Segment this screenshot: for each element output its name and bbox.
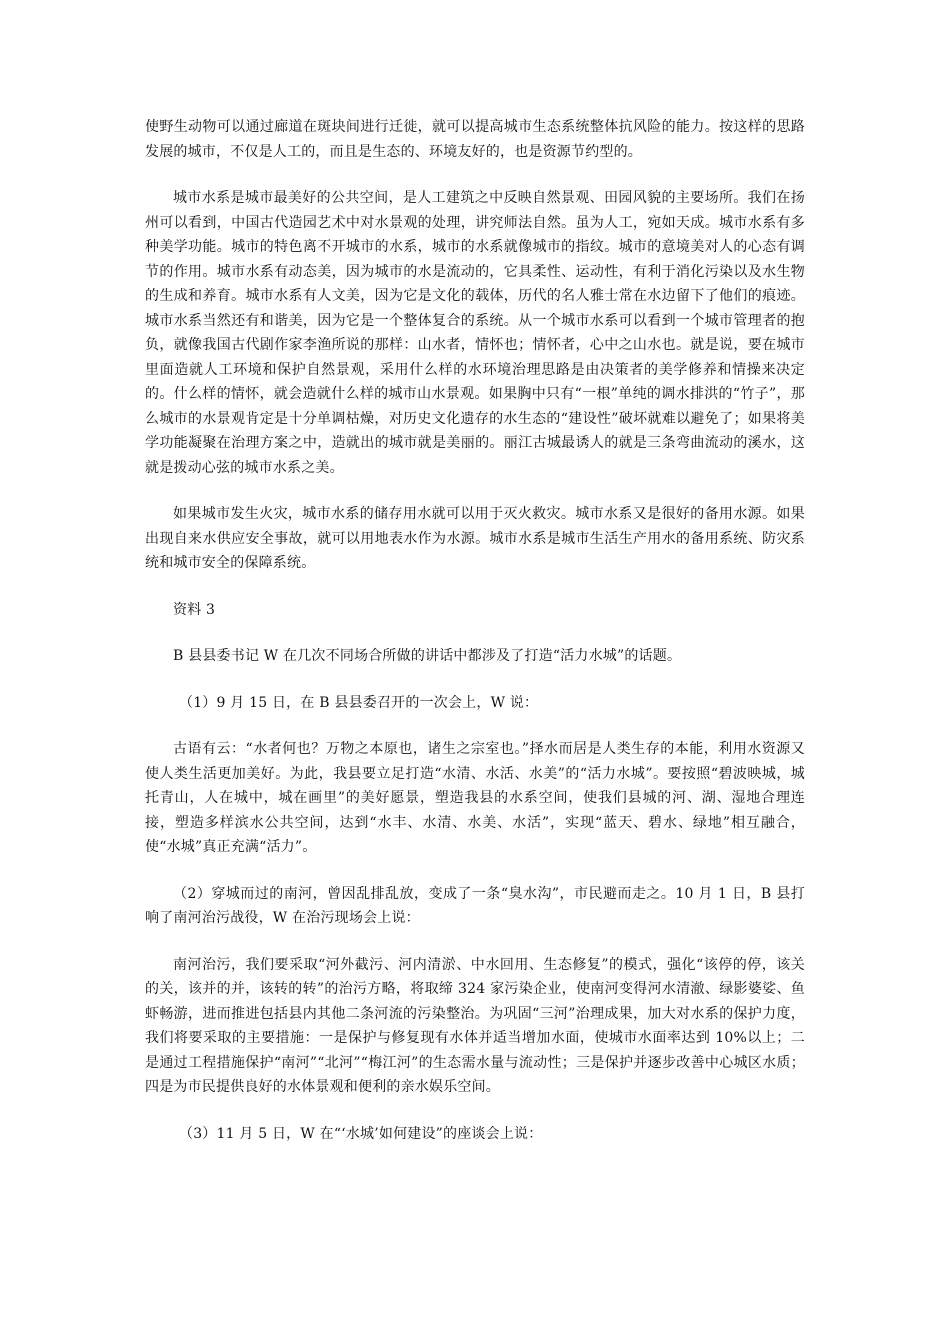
item-2-body: 南河治污，我们要采取“河外截污、河内清淤、中水回用、生态修复”的模式，强化“该停的停，该关的关，该并的并，该转的转”的治污方略，将取缔 324 家污染企业，使南河变得河水清澈、绿影婆娑、鱼虾畅游，进而推进包括县内其他二条河流的污染整治。为巩固“三河”治理成果，加大对水系的保护力度，我们将要采取的主要措施：一是保护与修复现有水体并适当增加水面，使城市水面率达到 10%以上；二是通过工程措施保护“南河”“北河”“梅江河”的生态需水量与流动性；三是保护并逐步改善中心城区水质；四是为市民提供良好的水体景观和便利的亲水娱乐空间。 — [145, 956, 805, 1095]
item-3-heading: （3）11 月 5 日，W 在“‘水城’如何建设”的座谈会上说： — [179, 1125, 543, 1142]
paragraph-ecology: 使野生动物可以通过廊道在斑块间进行迁徙，就可以提高城市生态系统整体抗风险的能力。按这样的思路发展的城市，不仅是人工的，而且是生态的、环境友好的，也是资源节约型的。 — [145, 119, 805, 160]
intro-text: B 县县委书记 W 在几次不同场合所做的讲话中都涉及了打造“活力水城”的话题。 — [173, 648, 682, 664]
item-2-heading: （2）穿城而过的南河，曾因乱排乱放，变成了一条“臭水沟”，市民避而走之。10 月 1 日，B 县打响了南河治污战役，W 在治污现场会上说： — [145, 885, 805, 926]
paragraph-water-safety: 如果城市发生火灾，城市水系的储存用水就可以用于灭火救灾。城市水系又是很好的备用水源。如果出现自来水供应安全事故，就可以用地表水作为水源。城市水系是城市生活生产用水的备用系统、防灾系统和城市安全的保障系统。 — [145, 506, 805, 571]
document-page — [145, 115, 805, 1146]
item-1-body: 古语有云：“水者何也？万物之本原也，诸生之宗室也。”择水而居是人类生存的本能，利用水资源又使人类生活更加美好。为此，我县要立足打造“水清、水活、水美”的“活力水城”。要按照“碧波映城，城托青山，人在城中，城在画里”的美好愿景，塑造我县的水系空间，使我们县城的河、湖、湿地合理连接，塑造多样滨水公共空间，达到“水丰、水清、水美、水活”，实现“蓝天、碧水、绿地”相互融合，使“水城”真正充满“活力”。 — [145, 741, 805, 855]
paragraph-water-system-beauty: 城市水系是城市最美好的公共空间，是人工建筑之中反映自然景观、田园风貌的主要场所。我们在扬州可以看到，中国古代造园艺术中对水景观的处理，讲究师法自然。虽为人工，宛如天成。城市水系有多种美学功能。城市的特色离不开城市的水系，城市的水系就像城市的指纹。城市的意境美对人的心态有调节的作用。城市水系有动态美，因为城市的水是流动的，它具柔性、运动性，有利于消化污染以及水生物的生成和养育。城市水系有人文美，因为它是文化的载体，历代的名人雅士常在水边留下了他们的痕迹。城市水系当然还有和谐美，因为它是一个整体复合的系统。从一个城市水系可以看到一个城市管理者的抱负，就像我国古代剧作家李渔所说的那样：山水者，情怀也；情怀者，心中之山水也。就是说，要在城市里面造就人工环境和保护自然景观，采用什么样的水环境治理思路是由决策者的美学修养和情操来决定的。什么样的情怀，就会造就什么样的城市山水景观。如果胸中只有“一根”单纯的调水排洪的“竹子”，那么城市的水景观肯定是十分单调枯燥，对历史文化遗存的水生态的“建设性”破坏就难以避免了；如果将美学功能凝聚在治理方案之中，造就出的城市就是美丽的。丽江古城最诱人的就是三条弯曲流动的溪水，这就是拨动心弦的城市水系之美。 — [145, 190, 805, 476]
item-1-heading: （1）9 月 15 日，在 B 县县委召开的一次会上，W 说： — [179, 694, 539, 711]
section-label: 资料 3 — [173, 601, 216, 618]
